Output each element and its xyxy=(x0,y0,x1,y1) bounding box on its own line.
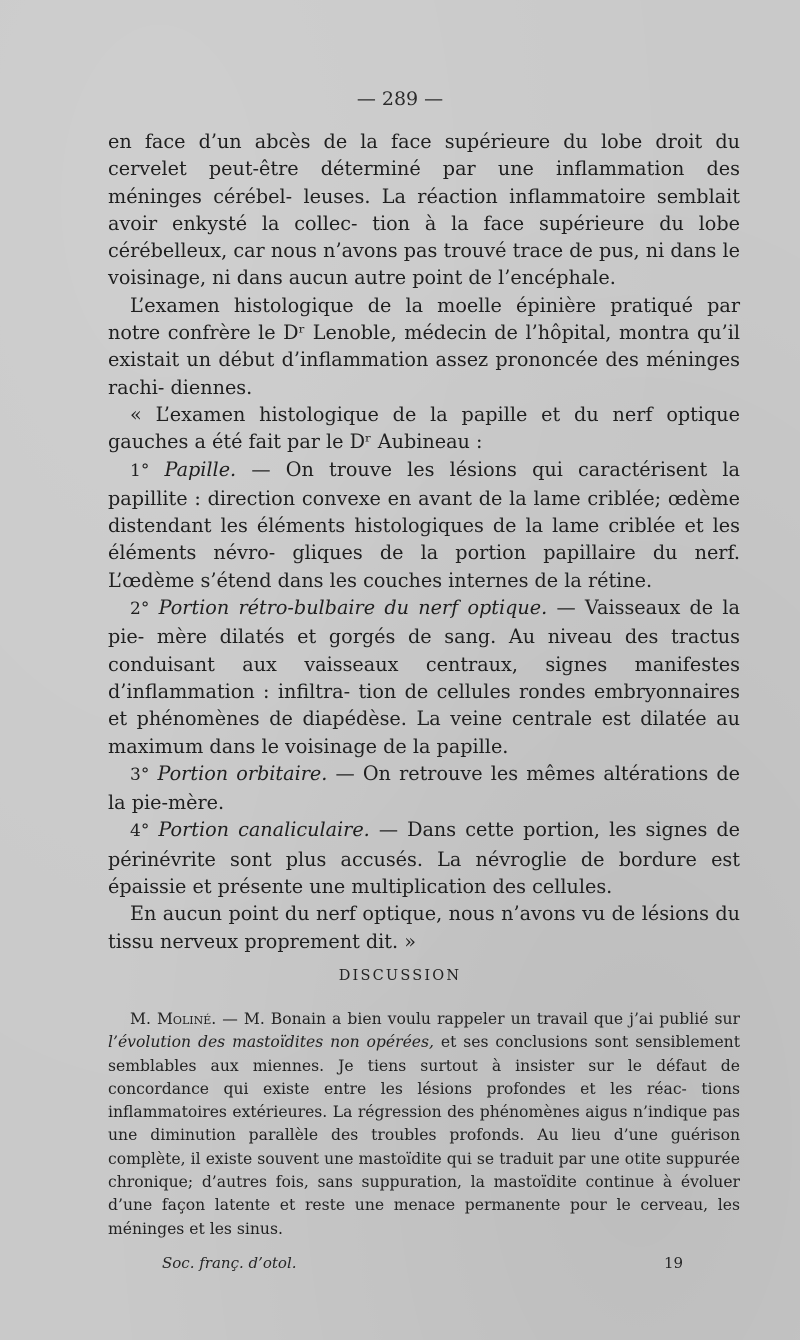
text-line: et présente une multiplication des cellules. xyxy=(192,875,613,899)
text-line: en face d’un abcès de la face supérieure du lobe droit du cervelet xyxy=(108,130,740,181)
text-line: tions inflammatoires extérieures. La régression des phénomènes aigus xyxy=(108,1079,740,1122)
text-line: « L’examen histologique de la papille et du nerf optique gauches xyxy=(108,402,740,454)
paragraph-3 xyxy=(108,401,740,456)
section-canaliculaire xyxy=(108,816,740,900)
paragraph-1 xyxy=(108,128,740,292)
text-line: papille. xyxy=(436,734,509,758)
text-line: tion de cellules rondes embryonnaires et phénomènes de diapédèse. xyxy=(108,679,740,731)
text-line: les éléments histologiques de la lame criblée et les éléments névro- xyxy=(108,514,740,565)
discussion-paragraph xyxy=(108,1008,740,1241)
section-number: 4° xyxy=(130,821,150,842)
cited-title: l’évolution des mastoïdites non opérées, xyxy=(108,1033,434,1052)
text-line: — M. Bonain a bien voulu rappeler un travail que j’ai xyxy=(216,1010,654,1028)
text-line: un début d’inflammation assez prononcée des méninges rachi- xyxy=(108,348,740,399)
section-orbitaire xyxy=(108,760,740,817)
section-number: 3° xyxy=(130,764,150,785)
text-line: point de l’encéphale. xyxy=(412,266,616,290)
text-line: L’examen histologique de la moelle épinière pratiqué par notre xyxy=(108,293,740,345)
text-line: a été fait par le Dʳ Aubineau : xyxy=(194,430,483,454)
text-line: tion à la face supérieure du lobe cérébelleux, car nous n’avons pas xyxy=(108,211,740,263)
text-line: — Dans cette portion, les signes de xyxy=(369,818,741,842)
section-heading: Papille. xyxy=(164,457,237,481)
text-line: leuses. La réaction inflammatoire semblait avoir enkysté la collec- xyxy=(108,184,741,235)
text-line: diennes. xyxy=(170,375,253,399)
paragraph-2 xyxy=(108,292,740,401)
text-line: d’une guérison complète, il existe souvent une mastoïdite qui se traduit xyxy=(108,1126,741,1168)
text-line: trouvé trace de pus, ni dans le voisinage, ni dans aucun autre xyxy=(108,239,740,290)
text-line: sensiblement semblables aux miennes. Je tiens surtout à insister sur le xyxy=(108,1033,740,1075)
speaker-name: M. Moliné. xyxy=(130,1010,217,1028)
text-line: peut-être déterminé par une inflammation des méninges cérébel- xyxy=(108,157,740,208)
text-line: et ses conclusions sont xyxy=(433,1033,629,1052)
section-retro-bulbaire xyxy=(108,594,740,760)
discussion-text xyxy=(108,1008,740,1241)
footer-signature: 19 xyxy=(664,1254,684,1272)
text-line: La veine centrale est dilatée au maximum dans le voisinage de la xyxy=(108,707,740,758)
text-line: pie-mère. xyxy=(131,791,225,815)
text-line: aux vaisseaux centraux, signes manifestes d’inflammation : infiltra- xyxy=(108,652,740,703)
main-text xyxy=(108,128,740,955)
section-heading: Portion orbitaire. xyxy=(157,761,328,785)
page-number: — 289 — xyxy=(356,88,444,110)
paragraph-conclusion xyxy=(108,900,740,955)
section-heading: Portion canaliculaire. xyxy=(158,818,370,842)
text-line: périnévrite sont plus accusés. La névroglie de bordure est épaissie xyxy=(108,847,740,899)
text-line: mère dilatés et gorgés de sang. Au niveau des tractus conduisant xyxy=(108,625,740,676)
text-line: — On retrouve les mêmes altérations de la xyxy=(108,761,740,815)
text-line: — On trouve les lésions qui caractérisent la papillite : xyxy=(108,457,740,510)
text-line: direction convexe en avant de la lame criblée; œdème distendant xyxy=(108,486,740,538)
discussion-heading: DISCUSSION xyxy=(338,968,462,984)
text-line: gliques de la portion papillaire du nerf. L’œdème s’étend dans les xyxy=(108,541,740,592)
text-line: n’indique pas une diminution parallèle des troubles profonds. Au lieu xyxy=(108,1103,740,1145)
section-heading: Portion rétro-bulbaire du nerf optique. xyxy=(158,596,548,620)
text-line: par une otite suppurée chronique; d’autres fois, sans suppuration, la xyxy=(108,1149,740,1192)
text-line: confrère le Dʳ Lenoble, médecin de l’hôpital, montra qu’il existait xyxy=(108,321,740,372)
section-number: 1° xyxy=(130,460,150,481)
text-line: publié sur xyxy=(659,1010,740,1028)
text-line: couches internes de la rétine. xyxy=(363,568,653,592)
text-line: mastoïdite continue à évoluer d’une façon latente et reste une menace xyxy=(108,1173,741,1215)
footer-journal: Soc. franç. d’otol. xyxy=(162,1254,297,1272)
text-line: En aucun point du nerf optique, nous n’avons vu de lésions du xyxy=(130,902,740,926)
section-number: 2° xyxy=(130,599,150,620)
section-papille xyxy=(108,456,740,594)
text-line: tissu nerveux proprement dit. » xyxy=(108,929,416,953)
text-line: défaut de concordance qui existe entre les lésions profondes et les réac- xyxy=(108,1056,740,1098)
text-line: — Vaisseaux de la pie- xyxy=(108,596,740,649)
text-line: permanente pour le cerveau, les méninges et les sinus. xyxy=(108,1196,740,1238)
